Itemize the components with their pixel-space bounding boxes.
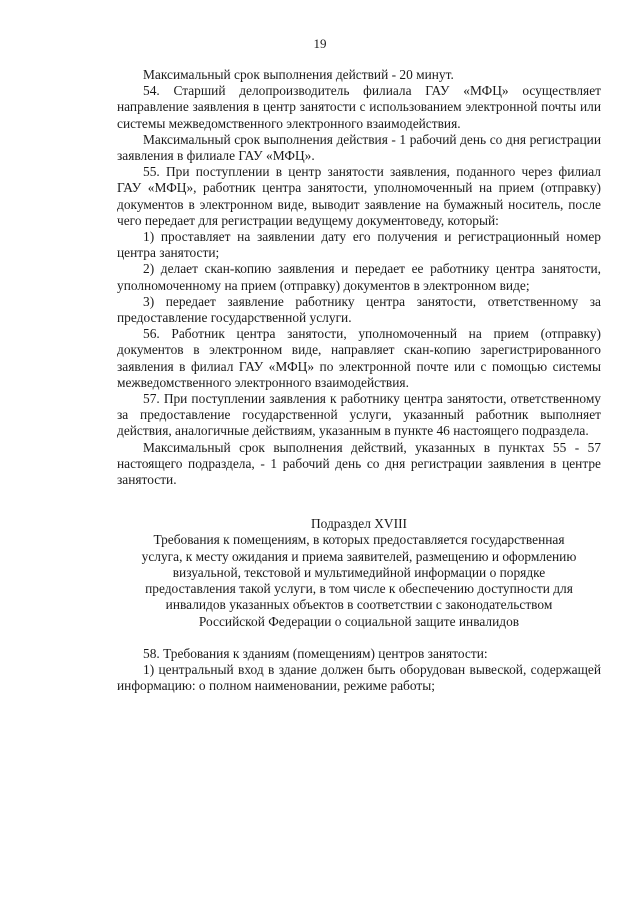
paragraph: 56. Работник центра занятости, уполномоченный на прием (отправку) документов в электронном виде, направляет скан-копию зарегистрированного заявления в филиал ГАУ «МФЦ» по электронной почте или с помощью системы межведомственного электронного взаимодействия.: [117, 326, 601, 390]
paragraph: 1) проставляет на заявлении дату его получения и регистрационный номер центра занятости;: [117, 229, 601, 261]
paragraph: 1) центральный вход в здание должен быть оборудован вывеской, содержащей информацию: о полном наименовании, режиме работы;: [117, 661, 601, 694]
paragraph: Максимальный срок выполнения действий, указанных в пунктах 55 - 57 настоящего подраздела, - 1 рабочий день со дня регистрации заявления в центре занятости.: [117, 439, 601, 488]
paragraph: 57. При поступлении заявления к работнику центра занятости, ответственному за предоставление государственной услуги, указанный работник выполняет действия, аналогичные действиям, указанным в пункте 46 настоящего подраздела.: [117, 391, 601, 439]
document-body: [117, 67, 601, 694]
paragraph: 54. Старший делопроизводитель филиала ГАУ «МФЦ» осуществляет направление заявления в центр занятости с использованием электронной почты или системы межведомственного электронного взаимодействия.: [117, 83, 601, 131]
subsection-title: Подраздел XVIII: [311, 516, 407, 532]
paragraph: Максимальный срок выполнения действия - 1 рабочий день со дня регистрации заявления в филиале ГАУ «МФЦ».: [117, 131, 601, 164]
subsection-subtitle: Требования к помещениям, в которых предоставляется государственная услуга, к месту ожидания и приема заявителей, размещению и оформлению визуальной, текстовой и мультимедийной информации о порядке предоставления такой услуги, в том числе к обеспечению доступности для инвалидов указанных объектов в соответствии с законодательством Российской Федерации о социальной защите инвалидов: [141, 532, 577, 629]
subsection-heading: [117, 516, 601, 629]
paragraph: 3) передает заявление работнику центра занятости, ответственному за предоставление государственной услуги.: [117, 293, 601, 326]
paragraph: 2) делает скан-копию заявления и передает ее работнику центра занятости, уполномоченному на прием (отправку) документов в электронном виде;: [117, 261, 601, 293]
paragraph: 55. При поступлении в центр занятости заявления, поданного через филиал ГАУ «МФЦ», работник центра занятости, уполномоченный на прием (отправку) документов в электронном виде, выводит заявление на бумажный носитель, после чего передает для регистрации ведущему документоведу, который:: [117, 164, 601, 228]
page-number: 19: [313, 36, 327, 51]
paragraph: 58. Требования к зданиям (помещениям) центров занятости:: [143, 645, 488, 661]
paragraph: Максимальный срок выполнения действий - 20 минут.: [143, 67, 454, 82]
